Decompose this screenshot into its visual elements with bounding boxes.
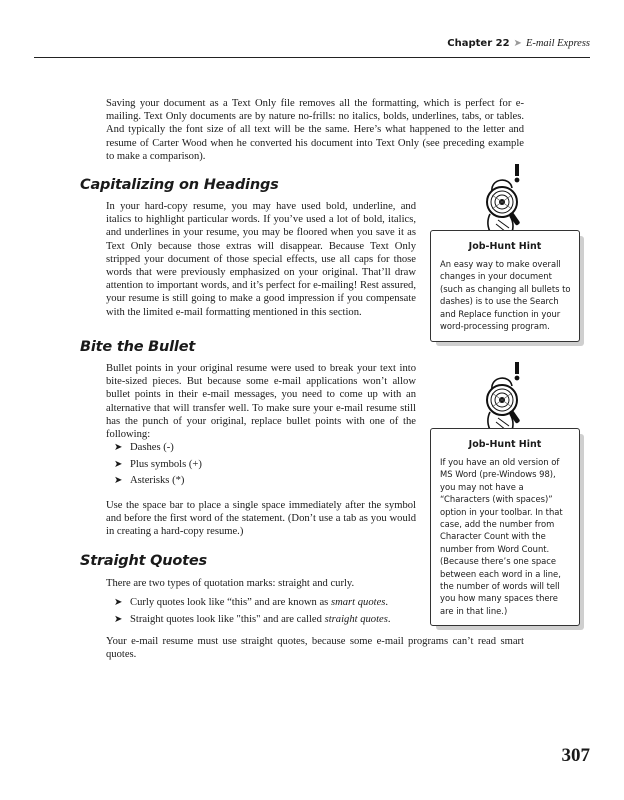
page-number: 307 — [561, 745, 590, 766]
chapter-title: E-mail Express — [525, 38, 590, 49]
hint-body: An easy way to make overall changes in your document (such as changing all bullets to dashes) is to use the Search and Replace function in your word-processing program. — [440, 259, 571, 332]
period: . — [385, 597, 389, 608]
bullet-arrow-icon: ➤ — [114, 613, 123, 625]
straight-quotes-term: straight quotes — [324, 613, 388, 625]
header-arrow-icon: ➤ — [513, 38, 522, 49]
list-item — [114, 612, 391, 629]
intro-paragraph: Saving your document as a Text Only file removes all the formatting, which is perfect for e-mailing. Text Only documents are by nature no-frills: no italics, bolds, underlines, tabs, or tables. And typically the font size of all text will be the same. Here’s what happened to the letter and resume of Carter Wood when he converted his document into Text Only (see preceding example to make a comparison). — [106, 98, 524, 162]
header-rule — [34, 57, 590, 58]
curly-quotes-text: Curly quotes look like “this” and are known as — [130, 597, 331, 608]
running-header — [447, 38, 590, 49]
bullet-alternatives-list — [114, 440, 202, 490]
list-item-text: Asterisks (*) — [130, 475, 185, 486]
bullet-paragraph: Bullet points in your original resume were used to break your text into bite-sized pieces. But because some e-mail applications won’t allow bullet points in their e-mail messages, you need to come up with an alternative that will transfer well. To make sure your e-mail resume still has the punch of your original, replace bullet points with one of the following: — [106, 363, 416, 441]
detective-mascot-icon — [476, 162, 540, 240]
headings-paragraph: In your hard-copy resume, you may have used bold, underline, and italics to highlight particular words. If you’ve used a lot of bold, italics, and underlines in your resume, you may be floored when you save it as Text Only because those extras will disappear. Because Text Only stripped your document of those special effects, use all caps for those words that were previously emphasized on your original. That’ll draw attention to important words, and it’s perfect for e-mailing! Rest assured, your resume is still going to make a good impression if you compensate with the limited e-mail formatting mentioned in this section. — [106, 201, 416, 318]
bullet-arrow-icon: ➤ — [114, 597, 123, 608]
detective-mascot-icon — [476, 360, 540, 438]
straight-quotes-text: Straight quotes look like "this" and are called — [130, 613, 325, 625]
spacebar-paragraph: Use the space bar to place a single space immediately after the symbol and before the first word of the statement. (Don’t use a tab as you would in creating a hard-copy resume.) — [106, 500, 416, 538]
section-heading-bullet: Bite the Bullet — [80, 339, 196, 355]
job-hunt-hint-box — [430, 230, 580, 342]
quotes-intro-paragraph: There are two types of quotation marks: straight and curly. — [106, 578, 355, 589]
list-item — [114, 473, 202, 490]
list-item-text: Dashes (-) — [130, 442, 174, 453]
list-item — [114, 595, 391, 612]
list-item-text: Plus symbols (+) — [130, 458, 202, 470]
section-heading-capitalizing: Capitalizing on Headings — [80, 177, 279, 193]
bullet-arrow-icon: ➤ — [114, 458, 123, 470]
hint-title: Job-Hunt Hint — [468, 241, 542, 252]
list-item — [114, 440, 202, 457]
hint-title: Job-Hunt Hint — [468, 439, 542, 450]
closing-paragraph: Your e-mail resume must use straight quotes, because some e-mail programs can’t read smart quotes. — [106, 636, 524, 661]
chapter-label: Chapter 22 — [447, 38, 510, 49]
hint-body: If you have an old version of MS Word (pre-Windows 98), you may not have a “Characters (with spaces)” option in your toolbar. In that case, add the number from Character Count with the number from Word Count. (Because there’s one space between each word in a line, the number of words will tell you how many spaces there are in that line.) — [440, 457, 563, 616]
list-item — [114, 457, 202, 474]
bullet-arrow-icon: ➤ — [114, 475, 123, 486]
bullet-arrow-icon: ➤ — [114, 442, 123, 453]
period: . — [387, 613, 391, 625]
section-heading-quotes: Straight Quotes — [80, 553, 207, 569]
job-hunt-hint-box — [430, 428, 580, 626]
quotes-list — [114, 595, 391, 628]
smart-quotes-term: smart quotes — [330, 597, 386, 608]
